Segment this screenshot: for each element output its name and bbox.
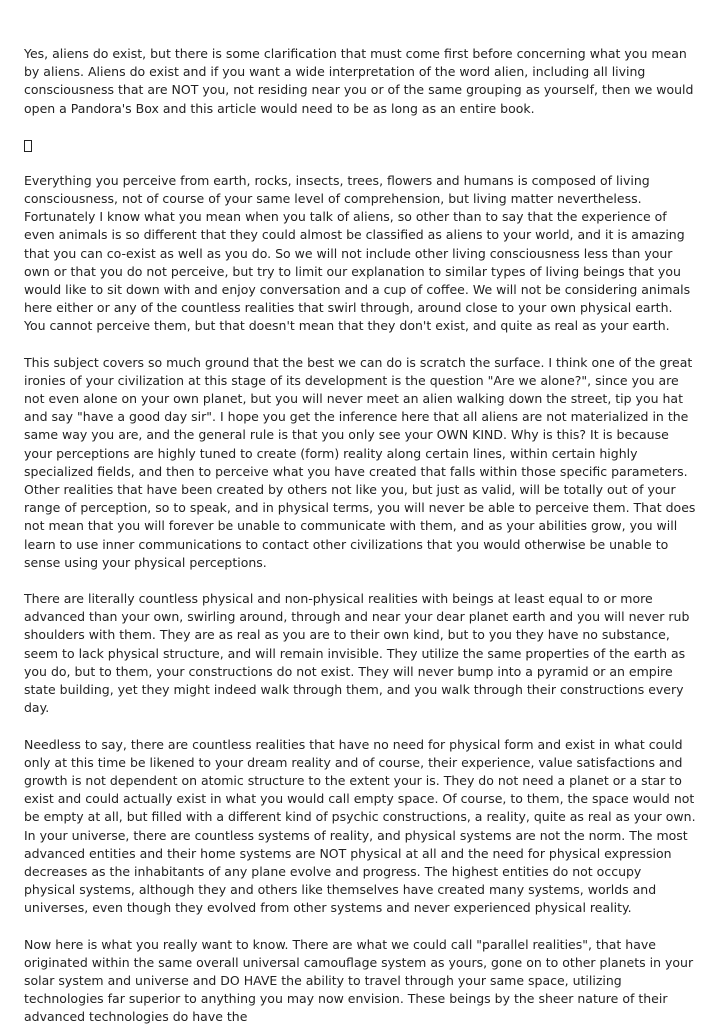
paragraph-1: Yes, aliens do exist, but there is some clarification that must come first before concerning what you mean by aliens. Aliens do exist and if you want a wide interpretation of the word alien, including all living consciousness that are NOT you, not residing near you or of the same grouping as yourself, then we would open a Pandora's Box and this article would need to be as long as an entire book. xyxy=(24,46,694,116)
paragraph-3: This subject covers so much ground that the best we can do is scratch the surface. I think one of the great ironies of your civilization at this stage of its development is the question "Are we alone?", since you are not even alone on your own planet, but you will never meet an alien walking down the street, tip you hat and say "have a good day sir". I hope you get the inference here that all aliens are not materialized in the same way you are, and the general rule is that you only see your OWN KIND. Why is this? It is because your perceptions are highly tuned to create (form) reality along certain lines, within certain highly specialized fields, and then to perceive what you have created that falls within those specific parameters. Other realities that have been created by others not like you, but just as valid, will be totally out of your range of perception, so to speak, and in physical terms, you will never be able to perceive them. That does not mean that you will forever be unable to communicate with them, and as your abilities grow, you will learn to use inner communications to contact other civilizations that you would otherwise be unable to sense using your physical perceptions. xyxy=(24,354,696,570)
paragraph-2: Everything you perceive from earth, rocks, insects, trees, flowers and humans is composed of living consciousness, not of course of your same level of comprehension, but living matter nevertheless. Fortunately I know what you mean when you talk of aliens, so other than to say that the experience of even animals is so different that they could almost be classified as aliens to your world, and it is amazing that you can co-exist as well as you do. So we will not include other living consciousness less than your own or that you do not perceive, but try to limit our explanation to similar types of living beings that you would like to sit down with and enjoy conversation and a cup of coffee. We will not be considering animals here either or any of the countless realities that swirl through, around close to your own physical earth. You cannot perceive them, but that doesn't mean that they don't exist, and quite as real as your earth. xyxy=(24,172,691,334)
paragraph-6: Now here is what you really want to know. There are what we could call "parallel realities", that have originated within the same overall universal camouflage system as yours, gone on to other planets in your solar system and universe and DO HAVE the ability to travel through your same space, utilizing technologies far superior to anything you may now envision. These beings by the sheer nature of their advanced technologies do have the xyxy=(24,936,694,1025)
missing-glyph-icon xyxy=(24,136,696,154)
paragraph-4: There are literally countless physical and non-physical realities with beings at least equal to or more advanced than your own, swirling around, through and near your dear planet earth and you will never rub shoulders with them. They are as real as you are to their own kind, but to you they have no substance, seem to lack physical structure, and will remain invisible. They utilize the same properties of the earth as you do, but to them, your constructions do not exist. They will never bump into a pyramid or an empire state building, yet they might indeed walk through them, and you walk through their constructions every day. xyxy=(24,591,690,716)
paragraph-5: Needless to say, there are countless realities that have no need for physical form and exist in what could only at this time be likened to your dream reality and of course, their experience, value satisfactions and growth is not dependent on atomic structure to the extent your is. They do not need a planet or a star to exist and could actually exist in what you would call empty space. Of course, to them, the space would not be empty at all, but filled with a different kind of psychic constructions, a reality, quite as real as your own. In your universe, there are countless systems of reality, and physical systems are not the norm. The most advanced entities and their home systems are NOT physical at all and the need for physical expression decreases as the inhabitants of any plane evolve and progress. The highest entities do not occupy physical systems, although they and others like themselves have created many systems, worlds and universes, even though they evolved from other systems and never experienced physical reality. xyxy=(24,736,696,916)
